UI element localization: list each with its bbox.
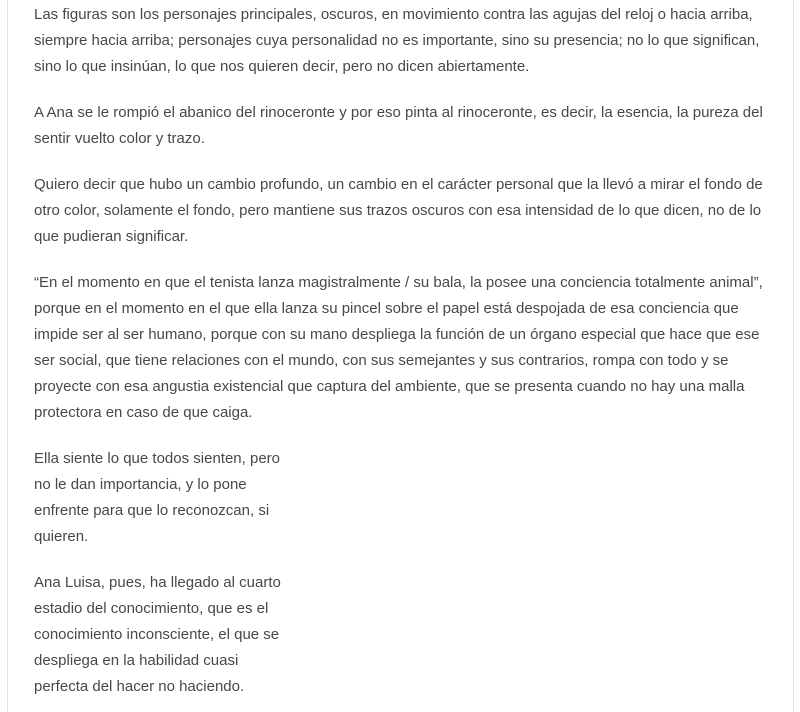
paragraph: Ana Luisa, pues, ha llegado al cuarto estadio del conocimiento, que es el conocimiento inconsciente, el que se despliega en la habilidad cuasi perfecta del hacer no haciendo.: [34, 574, 281, 695]
paragraph: “En el momento en que el tenista lanza magistralmente / su bala, la posee una conciencia totalmente animal”, porque en el momento en el que ella lanza su pincel sobre el papel está despojada de esa conciencia que impide ser al ser humano, porque con su mano despliega la función de un órgano especial que hace que ese ser social, que tiene relaciones con el mundo, con sus semejantes y sus contrarios, rompa con todo y se proyecte con esa angustia existencial que captura del ambiente, que se presenta cuando no hay una malla protectora en caso de que caiga.: [34, 274, 763, 421]
paragraph: Quiero decir que hubo un cambio profundo, un cambio en el carácter personal que la llevó a mirar el fondo de otro color, solamente el fondo, pero mantiene sus trazos oscuros con esa intensidad de lo que dicen, no de lo que pudieran significar.: [34, 176, 763, 245]
content-frame: [7, 0, 794, 712]
paragraph: A Ana se le rompió el abanico del rinoceronte y por eso pinta al rinoceronte, es decir, la esencia, la pureza del sentir vuelto color y trazo.: [34, 104, 763, 147]
paragraph: Las figuras son los personajes principales, oscuros, en movimiento contra las agujas del reloj o hacia arriba, siempre hacia arriba; personajes cuya personalidad no es importante, sino su presencia; no lo que significan, sino lo que insinúan, lo que nos quieren decir, pero no dicen abiertamente.: [34, 6, 760, 75]
paragraph: Ella siente lo que todos sienten, pero no le dan importancia, y lo pone enfrente para que lo reconozcan, si quieren.: [34, 450, 280, 545]
article-body: [34, 2, 776, 700]
